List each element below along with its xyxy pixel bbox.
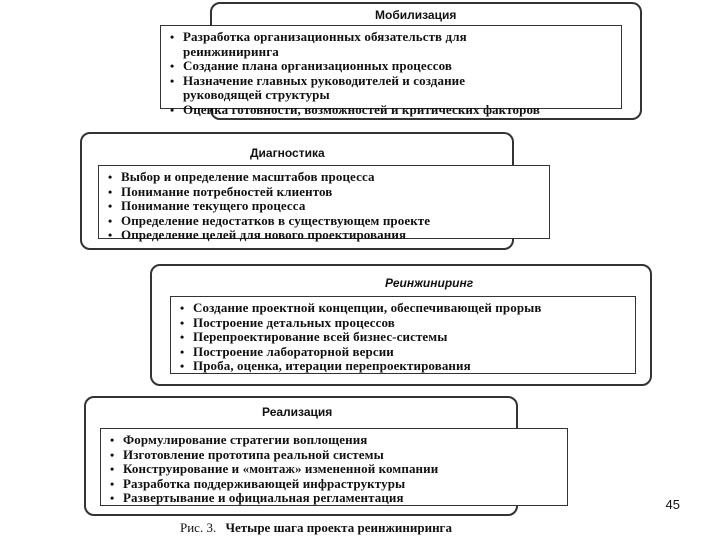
phase-item: • Назначение главных руководителей и создание руководящей структуры — [183, 74, 613, 103]
phase-item: • Определение недостатков в существующем проекте — [121, 214, 541, 229]
phase-items-box — [98, 165, 550, 242]
phase-item: • Разработка поддерживающей инфраструктуры — [123, 477, 559, 492]
phase-items-list — [101, 429, 567, 508]
phase-item: • Конструирование и «монтаж» измененной компании — [123, 462, 559, 477]
phase-item: • Проба, оценка, итерации перепроектирования — [193, 359, 627, 374]
phase-item: • Построение детальных процессов — [193, 316, 627, 331]
phase-item: • Оценка готовности, возможностей и критических факторов — [183, 103, 613, 118]
phase-items-box — [170, 296, 636, 374]
figure-caption — [180, 520, 452, 536]
phase-item: • Построение лабораторной версии — [193, 345, 627, 360]
phase-item: • Понимание потребностей клиентов — [121, 185, 541, 200]
phase-item: • Изготовление прототипа реальной системы — [123, 448, 559, 463]
phase-title: Диагностика — [250, 146, 325, 160]
phase-item: • Перепроектирование всей бизнес-системы — [193, 330, 627, 345]
phase-item: • Создание проектной концепции, обеспечивающей прорыв — [193, 301, 627, 316]
phase-items-box — [100, 428, 568, 506]
phase-item: • Развертывание и официальная регламентация — [123, 491, 559, 506]
phase-items-list — [161, 26, 621, 119]
phase-title: Реинжиниринг — [385, 276, 474, 290]
phase-item: • Понимание текущего процесса — [121, 199, 541, 214]
phase-items-list — [99, 166, 549, 245]
phase-item: • Создание плана организационных процессов — [183, 59, 613, 74]
phase-item: • Определение целей для нового проектирования — [121, 228, 541, 243]
phase-title: Реализация — [262, 405, 333, 419]
figure-caption-prefix: Рис. 3. — [180, 520, 217, 535]
phase-item: • Выбор и определение масштабов процесса — [121, 170, 541, 185]
figure-caption-text: Четыре шага проекта реинжиниринга — [225, 520, 452, 535]
phase-item: • Формулирование стратегии воплощения — [123, 433, 559, 448]
page-number: 45 — [665, 497, 680, 512]
phase-items-box — [160, 25, 622, 117]
phase-title: Мобилизация — [375, 8, 457, 22]
phase-items-list — [171, 297, 635, 376]
phase-item: • Разработка организационных обязательств для реинжиниринга — [183, 30, 613, 59]
